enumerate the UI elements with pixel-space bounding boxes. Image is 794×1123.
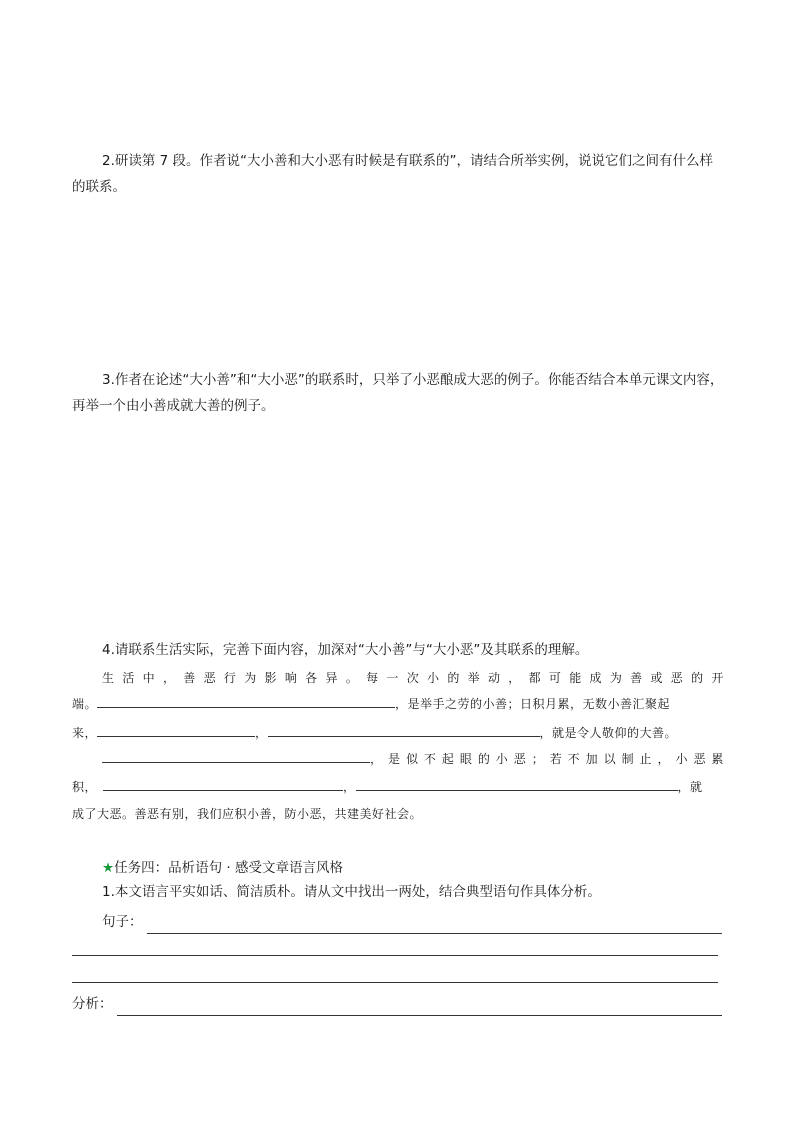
task-4-question-1: 1.本文语言平实如话、简洁质朴。请从文中找出一两处，结合典型语句作具体分析。 <box>102 884 601 900</box>
q4-line-2 <box>72 691 724 717</box>
q4-char: 次 <box>406 671 420 685</box>
q4-char: 小 <box>495 752 509 766</box>
q4-text: 端。 <box>72 697 98 711</box>
q4-line-3 <box>72 720 724 746</box>
q4-char: 恶 <box>670 671 684 685</box>
q4-char: 一 <box>386 671 399 685</box>
q4-char: 累 <box>711 752 724 766</box>
q4-text: ，就是令人敬仰的大善。 <box>539 726 678 740</box>
q4-line-4 <box>102 746 724 772</box>
q4-blank-6[interactable] <box>356 776 678 791</box>
q4-text: ，就 <box>677 780 703 794</box>
q4-char: ； <box>531 752 545 766</box>
analysis-label: 分析： <box>72 996 113 1012</box>
q4-blank-3[interactable] <box>268 722 540 737</box>
q4-char: 的 <box>691 671 704 685</box>
q4-char: 活 <box>122 671 135 685</box>
q4-line-6: 成了大恶。善恶有别，我们应积小善，防小恶，共建美好社会。 <box>72 807 423 821</box>
q4-text: ， <box>343 780 356 794</box>
q4-char: 的 <box>477 752 491 766</box>
q4-char: 异 <box>325 671 338 685</box>
q4-char: 止 <box>639 752 653 766</box>
q4-char: 生 <box>102 671 115 685</box>
q4-blank-5[interactable] <box>103 776 343 791</box>
q4-char: 动 <box>487 671 501 685</box>
question-4-prompt: 4.请联系生活实际，完善下面内容，加深对“大小善”与“大小恶”及其联系的理解。 <box>102 642 589 658</box>
q4-char: ， <box>162 671 176 685</box>
star-icon: ★ <box>102 860 115 876</box>
q4-blank-1[interactable] <box>97 693 395 708</box>
q4-char: 是 <box>387 752 401 766</box>
q4-char: ， <box>657 752 671 766</box>
q4-char: 各 <box>305 671 318 685</box>
q4-char: 不 <box>423 752 437 766</box>
q4-char: 影 <box>264 671 278 685</box>
q4-char: 若 <box>549 752 563 766</box>
q4-char: 不 <box>567 752 581 766</box>
q4-line-4-text <box>370 746 724 772</box>
q4-line-1 <box>102 665 724 691</box>
q4-char: 以 <box>603 752 617 766</box>
analysis-answer-line[interactable] <box>117 999 723 1016</box>
q4-char: 能 <box>569 671 582 685</box>
q4-text: 来， <box>72 726 98 740</box>
sentence-answer-line[interactable] <box>147 917 723 934</box>
q4-char: 每 <box>366 671 379 685</box>
q4-char: 。 <box>345 671 359 685</box>
q4-char: 的 <box>447 671 460 685</box>
q4-char: 小 <box>427 671 440 685</box>
task-4-heading <box>102 856 343 880</box>
q4-char: 恶 <box>693 752 706 766</box>
q4-char: 为 <box>244 671 257 685</box>
answer-line-1[interactable] <box>72 955 718 956</box>
task-4-title: 任务四：品析语句 · 感受文章语言风格 <box>114 860 343 876</box>
question-2: 2.研读第 7 段。作者说“大小善和大小恶有时候是有联系的”，请结合所举实例，说说它们之间有什么样的联系。 <box>72 153 714 195</box>
q4-char: 中 <box>142 671 156 685</box>
q4-char: 善 <box>630 671 643 685</box>
q4-char: 善 <box>183 671 196 685</box>
q4-text: ，是举手之劳的小善；日积月累，无数小善汇聚起 <box>395 697 671 711</box>
q4-text: ， <box>255 726 268 740</box>
q4-text: 积， <box>72 780 98 794</box>
analysis-field[interactable] <box>72 992 722 1016</box>
q4-char: ， <box>508 671 521 685</box>
q4-char: 或 <box>650 671 663 685</box>
answer-line-2[interactable] <box>72 982 718 983</box>
q4-char: 小 <box>675 752 688 766</box>
q4-char: 成 <box>589 671 603 685</box>
q4-char: 制 <box>621 752 635 766</box>
q4-char: 眼 <box>459 752 473 766</box>
q4-char: 为 <box>609 671 623 685</box>
question-3: 3.作者在论述“大小善”和“大小恶”的联系时，只举了小恶酿成大恶的例子。你能否结合本单元课文内容，再举一个由小善成就大善的例子。 <box>72 372 724 414</box>
q4-char: 似 <box>405 752 419 766</box>
q4-char: 都 <box>528 671 542 685</box>
q4-char: 起 <box>441 752 455 766</box>
q4-blank-2[interactable] <box>97 722 255 737</box>
q4-line-5 <box>72 774 724 800</box>
q4-char: 恶 <box>203 671 217 685</box>
sentence-label: 句子： <box>102 914 143 930</box>
q4-blank-4[interactable] <box>102 748 370 763</box>
q4-char: 恶 <box>513 752 527 766</box>
q4-char: 可 <box>548 671 562 685</box>
sentence-field[interactable] <box>102 910 722 934</box>
q4-char: 行 <box>223 671 237 685</box>
q4-char: 响 <box>284 671 298 685</box>
q4-char: 加 <box>585 752 599 766</box>
q4-char: 举 <box>467 671 481 685</box>
q4-char: ， <box>370 752 383 766</box>
q4-char: 开 <box>711 671 724 685</box>
